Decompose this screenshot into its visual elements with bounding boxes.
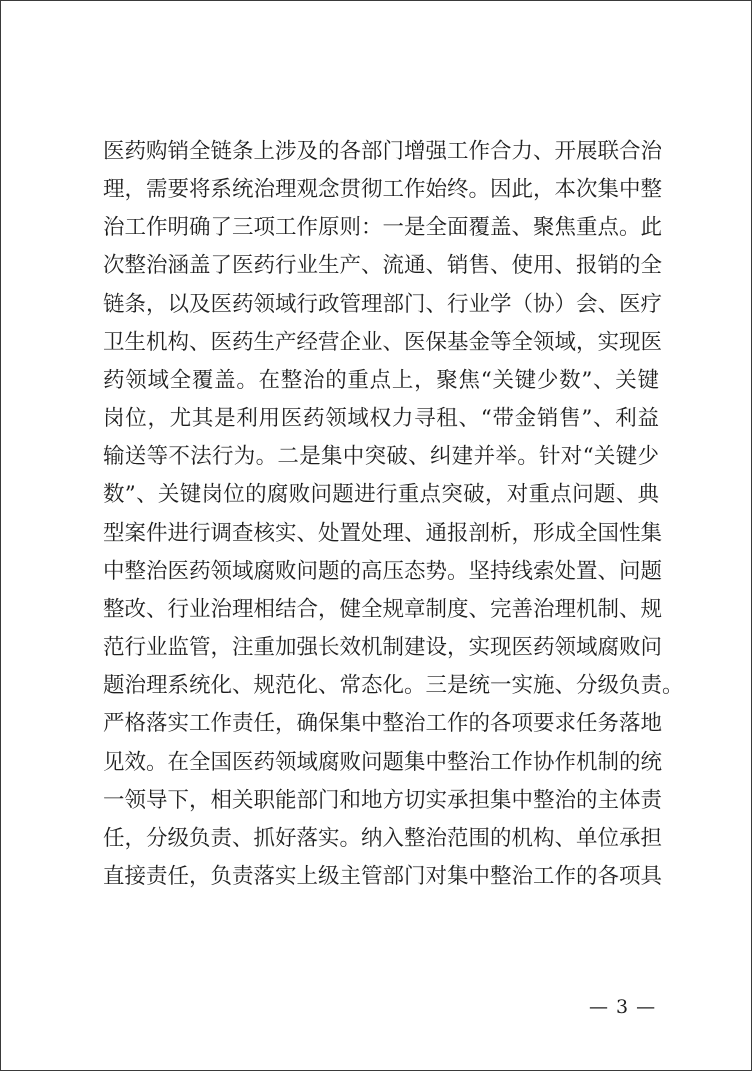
text-line: 中整治医药领域腐败问题的高压态势。坚持线索处置、问题 xyxy=(103,559,663,584)
text-line: 次整治涵盖了医药行业生产、流通、销售、使用、报销的全 xyxy=(103,253,663,278)
text-line: 链条，以及医药领域行政管理部门、行业学（协）会、医疗 xyxy=(103,292,663,317)
text-line: 一领导下，相关职能部门和地方切实承担集中整治的主体责 xyxy=(103,788,663,813)
text-line: 医药购销全链条上涉及的各部门增强工作合力、开展联合治 xyxy=(103,139,663,164)
text-line: 型案件进行调查核实、处置处理、通报剖析，形成全国性集 xyxy=(103,521,663,546)
text-line: 范行业监管，注重加强长效机制建设，实现医药领域腐败问 xyxy=(103,635,663,660)
text-line: 整改、行业治理相结合，健全规章制度、完善治理机制、规 xyxy=(103,597,663,622)
text-line: 数”、关键岗位的腐败问题进行重点突破，对重点问题、典 xyxy=(103,482,659,507)
text-line: 输送等不法行为。二是集中突破、纠建并举。针对“关键少 xyxy=(103,444,659,469)
text-line: 药领域全覆盖。在整治的重点上，聚焦“关键少数”、关键 xyxy=(103,368,659,393)
text-line: 任，分级负责、抓好落实。纳入整治范围的机构、单位承担 xyxy=(103,826,663,851)
text-line: 岗位，尤其是利用医药领域权力寻租、“带金销售”、利益 xyxy=(103,406,659,431)
text-line: 直接责任，负责落实上级主管部门对集中整治工作的各项具 xyxy=(103,864,663,889)
text-line: 严格落实工作责任，确保集中整治工作的各项要求任务落地 xyxy=(103,711,663,736)
text-line: 见效。在全国医药领域腐败问题集中整治工作协作机制的统 xyxy=(103,750,663,775)
text-line: 题治理系统化、规范化、常态化。三是统一实施、分级负责。 xyxy=(103,673,684,698)
page-number: — 3 — xyxy=(589,996,657,1018)
text-line: 治工作明确了三项工作原则：一是全面覆盖、聚焦重点。此 xyxy=(103,215,663,240)
text-line: 理，需要将系统治理观念贯彻工作始终。因此，本次集中整 xyxy=(103,177,663,202)
text-line: 卫生机构、医药生产经营企业、医保基金等全领域，实现医 xyxy=(103,330,663,355)
